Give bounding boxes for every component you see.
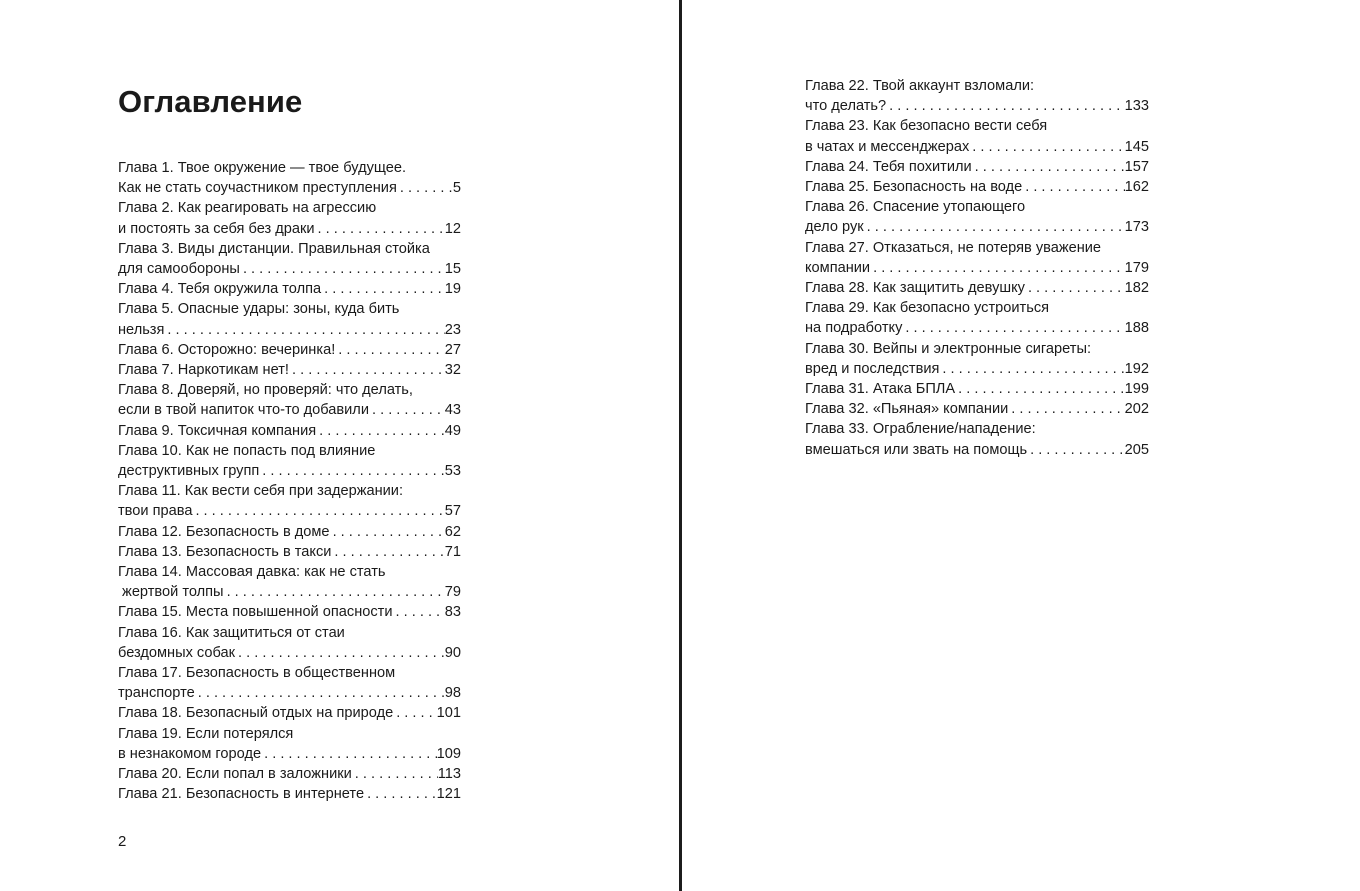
toc-entry-page: 179 bbox=[1124, 259, 1149, 276]
toc-entry-page: 145 bbox=[1124, 138, 1149, 155]
dot-leader bbox=[864, 217, 1125, 237]
toc-entry bbox=[118, 562, 461, 602]
toc-entry bbox=[118, 542, 461, 562]
toc-entry bbox=[805, 278, 1149, 298]
toc-entry bbox=[118, 663, 461, 703]
toc-entry-title-line: Глава 27. Отказаться, не потеряв уважение bbox=[805, 239, 1102, 256]
toc-entry-title-end: Глава 12. Безопасность в доме bbox=[118, 523, 330, 540]
toc-entry-title-end: Глава 4. Тебя окружила толпа bbox=[118, 281, 322, 298]
toc-entry bbox=[118, 522, 461, 542]
dot-leader bbox=[886, 96, 1124, 116]
toc-entry bbox=[118, 602, 461, 622]
toc-entry-page: 113 bbox=[437, 766, 461, 783]
toc-title: Оглавление bbox=[118, 84, 303, 119]
toc-entry-page: 57 bbox=[444, 503, 461, 520]
toc-entry-title-end: дело рук bbox=[805, 219, 864, 236]
toc-entry-title-end: твои права bbox=[118, 503, 193, 520]
toc-entry-page: 49 bbox=[444, 422, 461, 439]
dot-leader bbox=[369, 400, 445, 420]
toc-entry-page: 205 bbox=[1124, 441, 1149, 458]
toc-entry-title-end: вред и последствия bbox=[805, 360, 940, 377]
toc-entry-title-end: Как не стать соучастником преступления bbox=[118, 180, 397, 197]
toc-entry-title-line: Глава 22. Твой аккаунт взломали: bbox=[805, 78, 1035, 94]
toc-entry-page: 19 bbox=[444, 281, 461, 298]
toc-entry bbox=[805, 177, 1149, 197]
dot-leader bbox=[972, 157, 1125, 177]
toc-entry-title-line: Глава 5. Опасные удары: зоны, куда бить bbox=[118, 301, 400, 318]
toc-entry bbox=[805, 238, 1149, 278]
toc-entry-title-line: Глава 16. Как защититься от стаи bbox=[118, 624, 345, 641]
toc-entry-title-line: Глава 10. Как не попасть под влияние bbox=[118, 442, 376, 459]
dot-leader bbox=[364, 784, 437, 804]
toc-entry-title-end: Глава 31. Атака БПЛА bbox=[805, 381, 956, 398]
dot-leader bbox=[330, 522, 445, 542]
toc-entry-title-line: Глава 11. Как вести себя при задержании: bbox=[118, 483, 404, 500]
dot-leader bbox=[335, 340, 445, 360]
toc-entry-title-end: Глава 9. Токсичная компания bbox=[118, 422, 317, 439]
toc-entry-title-end: жертвой толпы bbox=[118, 584, 224, 601]
toc-entry-page: 83 bbox=[444, 604, 461, 621]
toc-entry bbox=[805, 76, 1149, 116]
toc-entry-title-line: Глава 33. Ограбление/нападение: bbox=[805, 421, 1036, 438]
toc-entry-title-line: Глава 29. Как безопасно устроиться bbox=[805, 300, 1050, 317]
toc-entry bbox=[118, 441, 461, 481]
toc-entry-title-end: бездомных собак bbox=[118, 644, 236, 661]
toc-entry-title-end: в незнакомом городе bbox=[118, 745, 262, 762]
toc-entry-title-end: в чатах и мессенджерах bbox=[805, 138, 970, 155]
dot-leader bbox=[393, 602, 445, 622]
toc-entry bbox=[805, 339, 1149, 379]
toc-entry bbox=[118, 421, 461, 441]
dot-leader bbox=[240, 259, 445, 279]
toc-entry-page: 53 bbox=[444, 463, 461, 480]
toc-entry-page: 12 bbox=[444, 220, 461, 237]
toc-entry-page: 5 bbox=[452, 180, 461, 197]
toc-entry-title-end: Глава 18. Безопасный отдых на природе bbox=[118, 705, 394, 722]
toc-entry bbox=[118, 340, 461, 360]
toc-entry-title-end: Глава 21. Безопасность в интернете bbox=[118, 786, 365, 803]
toc-entry bbox=[118, 380, 461, 420]
toc-entry-title-end: компании bbox=[805, 259, 871, 276]
toc-entry-page: 43 bbox=[444, 402, 461, 419]
toc-entry bbox=[118, 239, 461, 279]
toc-entry bbox=[118, 623, 461, 663]
dot-leader bbox=[261, 744, 437, 764]
toc-entry-page: 62 bbox=[444, 523, 461, 540]
toc-entry bbox=[118, 299, 461, 339]
toc-entry bbox=[118, 703, 461, 723]
toc-entry-title-end: Глава 20. Если попал в заложники bbox=[118, 766, 352, 783]
toc-entry bbox=[118, 724, 461, 764]
toc-entry-title-end: для самообороны bbox=[118, 261, 240, 278]
dot-leader bbox=[224, 582, 445, 602]
toc-entry bbox=[118, 784, 461, 804]
toc-entry-title-line: Глава 23. Как безопасно вести себя bbox=[805, 118, 1048, 135]
dot-leader bbox=[969, 137, 1124, 157]
dot-leader bbox=[315, 219, 445, 239]
toc-entry-title-line: Глава 19. Если потерялся bbox=[118, 725, 294, 742]
toc-entry-title-end: что делать? bbox=[805, 98, 887, 115]
dot-leader bbox=[1027, 440, 1125, 460]
toc-entry-title-line: Глава 30. Вейпы и электронные сигареты: bbox=[805, 340, 1092, 357]
toc-entry-page: 15 bbox=[444, 261, 461, 278]
toc-entry-title-end: Глава 7. Наркотикам нет! bbox=[118, 362, 289, 379]
toc-entry-title-end: если в твой напиток что-то добавили bbox=[118, 402, 369, 419]
toc-entry-page: 79 bbox=[444, 584, 461, 601]
dot-leader bbox=[316, 421, 445, 441]
dot-leader bbox=[397, 178, 453, 198]
dot-leader bbox=[1025, 278, 1125, 298]
toc-entry bbox=[805, 399, 1149, 419]
toc-entry-title-line: Глава 2. Как реагировать на агрессию bbox=[118, 200, 377, 217]
toc-entry-title-line: Глава 3. Виды дистанции. Правильная стойка bbox=[118, 240, 430, 257]
page-number: 2 bbox=[118, 833, 127, 850]
toc-entry-title-line: Глава 17. Безопасность в общественном bbox=[118, 665, 396, 682]
toc-entry-title-end: транспорте bbox=[118, 685, 195, 702]
toc-entry-page: 121 bbox=[436, 786, 461, 803]
toc-entry-page: 173 bbox=[1124, 219, 1149, 236]
toc-entry-title-line: Глава 26. Спасение утопающего bbox=[805, 199, 1026, 216]
toc-entry-title-end: Глава 6. Осторожно: вечеринка! bbox=[118, 341, 336, 358]
toc-entry-title-line: Глава 8. Доверяй, но проверяй: что делать, bbox=[118, 382, 413, 399]
toc-entry-page: 133 bbox=[1124, 98, 1149, 115]
toc-entry-page: 109 bbox=[436, 745, 461, 762]
toc-entry-title-end: Глава 28. Как защитить девушку bbox=[805, 280, 1025, 297]
dot-leader bbox=[902, 318, 1124, 338]
dot-leader bbox=[955, 379, 1125, 399]
dot-leader bbox=[235, 643, 445, 663]
toc-entry-title-line: Глава 1. Твое окружение — твое будущее. bbox=[118, 160, 407, 176]
toc-entry-page: 182 bbox=[1124, 280, 1149, 297]
toc-entry bbox=[118, 279, 461, 299]
right-page bbox=[682, 0, 1360, 891]
toc-entry-page: 23 bbox=[444, 321, 461, 338]
toc-entry bbox=[118, 764, 461, 784]
toc-entry-page: 32 bbox=[444, 362, 461, 379]
toc-entry bbox=[118, 481, 461, 521]
toc-entry-page: 90 bbox=[444, 644, 461, 661]
toc-entry-title-end: Глава 32. «Пьяная» компании bbox=[805, 401, 1009, 418]
dot-leader bbox=[331, 542, 444, 562]
toc-list-right bbox=[805, 76, 1149, 460]
toc-entry bbox=[805, 197, 1149, 237]
toc-entry-title-end: нельзя bbox=[118, 321, 165, 338]
toc-entry-title-end: деструктивных групп bbox=[118, 463, 260, 480]
dot-leader bbox=[1008, 399, 1124, 419]
toc-entry-title-end: Глава 24. Тебя похитили bbox=[805, 158, 972, 175]
dot-leader bbox=[164, 320, 444, 340]
dot-leader bbox=[195, 683, 445, 703]
dot-leader bbox=[939, 359, 1124, 379]
toc-entry bbox=[805, 157, 1149, 177]
toc-entry-page: 101 bbox=[436, 705, 461, 722]
toc-entry-title-end: на подработку bbox=[805, 320, 903, 337]
toc-entry-title-end: Глава 15. Места повышенной опасности bbox=[118, 604, 393, 621]
toc-entry-page: 157 bbox=[1124, 158, 1149, 175]
toc-entry-page: 202 bbox=[1124, 401, 1149, 418]
toc-entry bbox=[118, 198, 461, 238]
toc-entry bbox=[118, 360, 461, 380]
toc-entry-page: 98 bbox=[444, 685, 461, 702]
toc-entry bbox=[805, 379, 1149, 399]
dot-leader bbox=[393, 703, 436, 723]
toc-entry-title-line: Глава 14. Массовая давка: как не стать bbox=[118, 564, 386, 581]
toc-entry bbox=[118, 158, 461, 198]
toc-entry-title-end: Глава 13. Безопасность в такси bbox=[118, 543, 332, 560]
toc-list-left bbox=[118, 158, 461, 805]
toc-entry-page: 71 bbox=[444, 543, 461, 560]
dot-leader bbox=[870, 258, 1125, 278]
dot-leader bbox=[321, 279, 445, 299]
toc-entry-page: 199 bbox=[1124, 381, 1149, 398]
dot-leader bbox=[1022, 177, 1124, 197]
toc-entry-title-end: вмешаться или звать на помощь bbox=[805, 441, 1028, 458]
dot-leader bbox=[259, 461, 444, 481]
left-page bbox=[0, 0, 679, 891]
toc-entry bbox=[805, 298, 1149, 338]
toc-entry-page: 192 bbox=[1124, 360, 1149, 377]
toc-entry bbox=[805, 419, 1149, 459]
toc-entry-title-end: Глава 25. Безопасность на воде bbox=[805, 179, 1023, 196]
dot-leader bbox=[352, 764, 438, 784]
toc-entry bbox=[805, 116, 1149, 156]
toc-entry-page: 188 bbox=[1124, 320, 1149, 337]
dot-leader bbox=[289, 360, 445, 380]
toc-entry-title-end: и постоять за себя без драки bbox=[118, 220, 315, 237]
toc-entry-page: 27 bbox=[444, 341, 461, 358]
toc-entry-page: 162 bbox=[1124, 179, 1149, 196]
dot-leader bbox=[192, 501, 444, 521]
